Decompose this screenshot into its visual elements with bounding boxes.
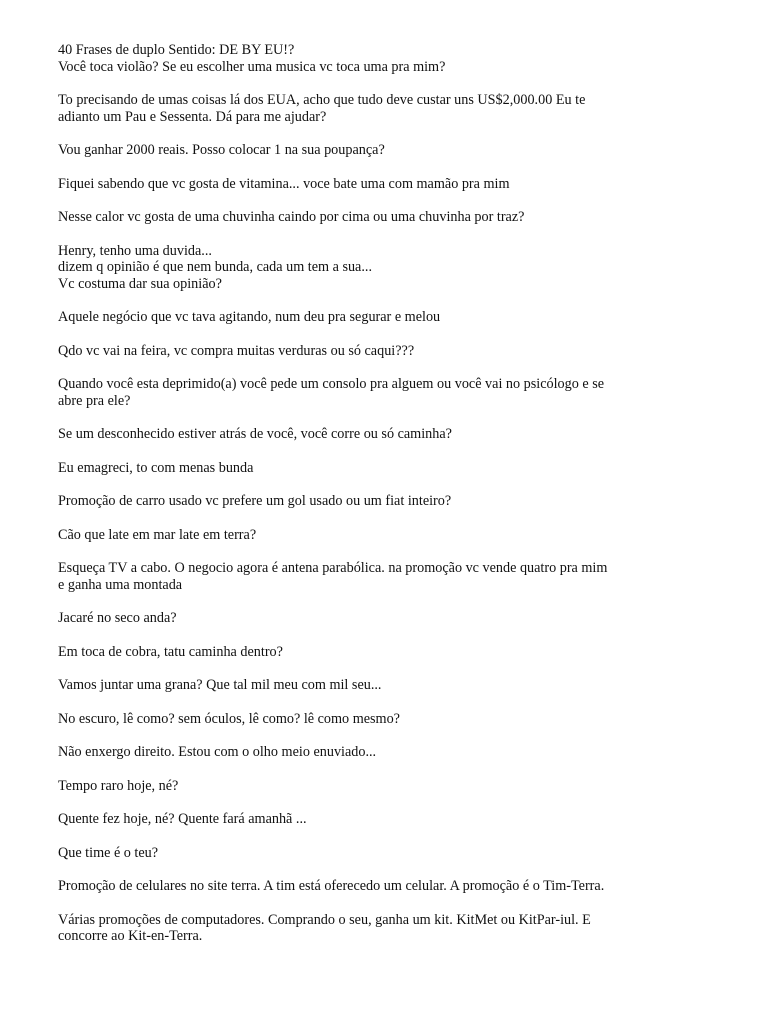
text-line: Fiquei sabendo que vc gosta de vitamina... voce bate uma com mamão pra mim bbox=[58, 175, 510, 192]
text-line: Quando você esta deprimido(a) você pede um consolo pra alguem ou você vai no psicólogo e se bbox=[58, 376, 605, 392]
paragraph bbox=[58, 493, 708, 510]
text-line: Se um desconhecido estiver atrás de você, você corre ou só caminha? bbox=[58, 426, 452, 442]
text-line: adianto um Pau e Sessenta. Dá para me ajudar? bbox=[58, 108, 327, 125]
paragraph bbox=[58, 610, 708, 627]
text-line: To precisando de umas coisas lá dos EUA, acho que tudo deve custar uns US$2,000.00 Eu te bbox=[58, 92, 586, 108]
text-line: dizem q opinião é que nem bunda, cada um tem a sua... bbox=[58, 259, 372, 275]
text-line: Cão que late em mar late em terra? bbox=[58, 526, 257, 543]
paragraph bbox=[58, 677, 708, 694]
paragraph bbox=[58, 343, 708, 360]
paragraph bbox=[58, 912, 708, 945]
text-line: Henry, tenho uma duvida... bbox=[58, 242, 212, 259]
paragraph bbox=[58, 527, 708, 544]
text-line: Jacaré no seco anda? bbox=[58, 610, 177, 626]
paragraph bbox=[58, 845, 708, 862]
text-line: 40 Frases de duplo Sentido: DE BY EU!? bbox=[58, 42, 295, 58]
paragraph bbox=[58, 744, 708, 761]
paragraph bbox=[58, 560, 708, 593]
paragraph bbox=[58, 376, 708, 409]
paragraph bbox=[58, 811, 708, 828]
text-line: Vamos juntar uma grana? Que tal mil meu com mil seu... bbox=[58, 677, 382, 693]
text-line: Quente fez hoje, né? Quente fará amanhã ... bbox=[58, 811, 307, 827]
text-line: Nesse calor vc gosta de uma chuvinha caindo por cima ou uma chuvinha por traz? bbox=[58, 209, 525, 225]
paragraph bbox=[58, 309, 708, 326]
text-line: No escuro, lê como? sem óculos, lê como? lê como mesmo? bbox=[58, 710, 400, 727]
text-line: Em toca de cobra, tatu caminha dentro? bbox=[58, 643, 283, 660]
paragraph bbox=[58, 644, 708, 661]
text-line: Aquele negócio que vc tava agitando, num deu pra segurar e melou bbox=[58, 309, 441, 325]
paragraph bbox=[58, 878, 708, 895]
text-line: Vou ganhar 2000 reais. Posso colocar 1 na sua poupança? bbox=[58, 142, 385, 158]
paragraph bbox=[58, 778, 708, 795]
text-line: abre pra ele? bbox=[58, 392, 131, 409]
paragraph bbox=[58, 243, 708, 293]
text-line: Esqueça TV a cabo. O negocio agora é antena parabólica. na promoção vc vende quatro pra mim bbox=[58, 560, 608, 576]
text-line: Promoção de carro usado vc prefere um gol usado ou um fiat inteiro? bbox=[58, 493, 452, 509]
text-line: Você toca violão? Se eu escolher uma musica vc toca uma pra mim? bbox=[58, 58, 446, 75]
paragraph bbox=[58, 92, 708, 125]
paragraph bbox=[58, 176, 708, 193]
paragraph bbox=[58, 209, 708, 226]
text-line: Que time é o teu? bbox=[58, 844, 159, 861]
text-line: Eu emagreci, to com menas bunda bbox=[58, 459, 254, 476]
text-line: Qdo vc vai na feira, vc compra muitas verduras ou só caqui??? bbox=[58, 342, 415, 359]
paragraph bbox=[58, 426, 708, 443]
text-line: Promoção de celulares no site terra. A tim está oferecedo um celular. A promoção é o Tim-Terra. bbox=[58, 878, 605, 894]
text-line: Tempo raro hoje, né? bbox=[58, 777, 179, 794]
paragraph bbox=[58, 142, 708, 159]
text-line: Não enxergo direito. Estou com o olho meio enuviado... bbox=[58, 744, 377, 760]
text-line: concorre ao Kit-en-Terra. bbox=[58, 928, 203, 944]
paragraph bbox=[58, 460, 708, 477]
text-line: Vc costuma dar sua opinião? bbox=[58, 275, 222, 292]
text-line: e ganha uma montada bbox=[58, 576, 183, 593]
paragraph bbox=[58, 42, 708, 75]
text-line: Várias promoções de computadores. Comprando o seu, ganha um kit. KitMet ou KitPar-iul. E bbox=[58, 911, 591, 928]
document-page bbox=[58, 42, 708, 962]
paragraph bbox=[58, 711, 708, 728]
